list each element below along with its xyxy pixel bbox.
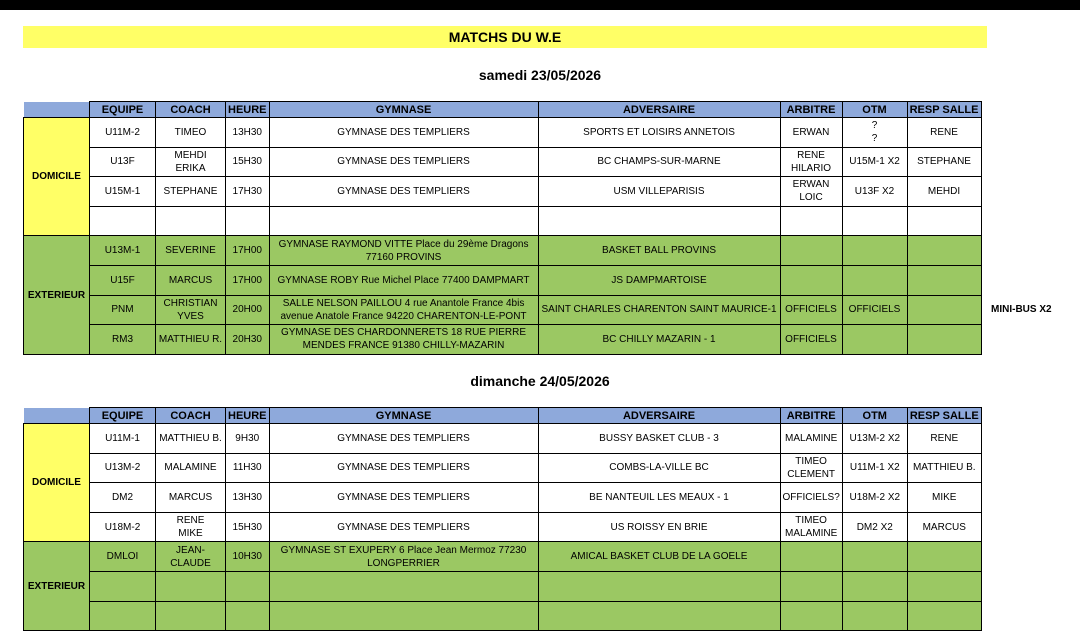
- gymnase-cell: GYMNASE DES TEMPLIERS: [269, 453, 538, 483]
- adversaire-cell: AMICAL BASKET CLUB DE LA GOELE: [538, 542, 780, 572]
- resp-salle-cell: RENE: [907, 118, 981, 148]
- table-row: [24, 453, 982, 483]
- otm-cell: [842, 265, 907, 295]
- resp-salle-cell: MEHDI: [907, 177, 981, 207]
- coach-cell: MALAMINE: [156, 453, 226, 483]
- equipe-cell: PNM: [90, 295, 156, 325]
- gymnase-cell: GYMNASE DES TEMPLIERS: [269, 483, 538, 513]
- domicile-category-label: DOMICILE: [24, 424, 90, 542]
- adversaire-cell: BC CHAMPS-SUR-MARNE: [538, 147, 780, 177]
- adversaire-cell: SPORTS ET LOISIRS ANNETOIS: [538, 118, 780, 148]
- gymnase-cell: GYMNASE ROBY Rue Michel Place 77400 DAMPMART: [269, 265, 538, 295]
- adversaire-cell: BE NANTEUIL LES MEAUX - 1: [538, 483, 780, 513]
- coach-cell: [156, 206, 226, 236]
- coach-cell: MATTHIEU R.: [156, 325, 226, 355]
- gymnase-cell: GYMNASE DES TEMPLIERS: [269, 147, 538, 177]
- otm-cell: U13F X2: [842, 177, 907, 207]
- coach-cell: MATTHIEU B.: [156, 424, 226, 454]
- resp-salle-cell: [907, 325, 981, 355]
- otm-cell: [842, 206, 907, 236]
- resp-salle-cell: [907, 601, 981, 631]
- coach-cell: CHRISTIAN YVES: [156, 295, 226, 325]
- otm-cell: U13M-2 X2: [842, 424, 907, 454]
- resp-salle-cell: [907, 571, 981, 601]
- arbitre-cell: [780, 236, 842, 266]
- heure-cell: 13H30: [226, 483, 270, 513]
- day2-schedule-table: [23, 407, 982, 631]
- equipe-cell: U11M-2: [90, 118, 156, 148]
- equipe-cell: U13M-1: [90, 236, 156, 266]
- gymnase-cell: SALLE NELSON PAILLOU 4 rue Anantole France 4bis avenue Anatole France 94220 CHARENTON-LE-PONT: [269, 295, 538, 325]
- arbitre-cell: ERWAN: [780, 118, 842, 148]
- column-header-resp-salle: RESP SALLE: [907, 408, 981, 424]
- otm-cell: [842, 601, 907, 631]
- arbitre-cell: [780, 601, 842, 631]
- table-row: [24, 118, 982, 148]
- exterieur-category-label: EXTERIEUR: [24, 542, 90, 631]
- coach-cell: [156, 571, 226, 601]
- adversaire-cell: BUSSY BASKET CLUB - 3: [538, 424, 780, 454]
- arbitre-cell: TIMEO CLEMENT: [780, 453, 842, 483]
- column-header-equipe: EQUIPE: [90, 102, 156, 118]
- arbitre-cell: [780, 206, 842, 236]
- heure-cell: 9H30: [226, 424, 270, 454]
- adversaire-cell: [538, 571, 780, 601]
- gymnase-cell: GYMNASE DES TEMPLIERS: [269, 512, 538, 542]
- equipe-cell: U15F: [90, 265, 156, 295]
- header-row: [24, 408, 982, 424]
- resp-salle-cell: [907, 265, 981, 295]
- resp-salle-cell: MIKE: [907, 483, 981, 513]
- arbitre-cell: RENE HILARIO: [780, 147, 842, 177]
- gymnase-cell: [269, 571, 538, 601]
- equipe-cell: RM3: [90, 325, 156, 355]
- heure-cell: 17H30: [226, 177, 270, 207]
- resp-salle-cell: [907, 236, 981, 266]
- otm-cell: OFFICIELS: [842, 295, 907, 325]
- heure-cell: 11H30: [226, 453, 270, 483]
- adversaire-cell: [538, 206, 780, 236]
- coach-cell: MARCUS: [156, 265, 226, 295]
- coach-cell: JEAN-CLAUDE: [156, 542, 226, 572]
- resp-salle-cell: STEPHANE: [907, 147, 981, 177]
- table-row: [24, 483, 982, 513]
- equipe-cell: [90, 601, 156, 631]
- coach-cell: TIMEO: [156, 118, 226, 148]
- table-row: [24, 424, 982, 454]
- arbitre-cell: [780, 542, 842, 572]
- header-row: [24, 102, 982, 118]
- table-row: [24, 512, 982, 542]
- adversaire-cell: BASKET BALL PROVINS: [538, 236, 780, 266]
- otm-cell: U15M-1 X2: [842, 147, 907, 177]
- coach-cell: STEPHANE: [156, 177, 226, 207]
- adversaire-cell: BC CHILLY MAZARIN - 1: [538, 325, 780, 355]
- resp-salle-cell: MATTHIEU B.: [907, 453, 981, 483]
- table-row: [24, 295, 982, 325]
- table-row: [24, 542, 982, 572]
- column-header-heure: HEURE: [226, 102, 270, 118]
- column-header-heure: HEURE: [226, 408, 270, 424]
- heure-cell: 13H30: [226, 118, 270, 148]
- table-row: [24, 206, 982, 236]
- equipe-cell: DMLOI: [90, 542, 156, 572]
- arbitre-cell: ERWAN LOIC: [780, 177, 842, 207]
- table-row: [24, 147, 982, 177]
- gymnase-cell: GYMNASE DES TEMPLIERS: [269, 118, 538, 148]
- heure-cell: 17H00: [226, 236, 270, 266]
- adversaire-cell: COMBS-LA-VILLE BC: [538, 453, 780, 483]
- header-blank: [24, 408, 90, 424]
- header-blank: [24, 102, 90, 118]
- resp-salle-cell: MARCUS: [907, 512, 981, 542]
- table-row: [24, 177, 982, 207]
- heure-cell: 15H30: [226, 147, 270, 177]
- arbitre-cell: MALAMINE: [780, 424, 842, 454]
- resp-salle-cell: [907, 295, 981, 325]
- column-header-coach: COACH: [156, 102, 226, 118]
- table-row: [24, 265, 982, 295]
- column-header-adversaire: ADVERSAIRE: [538, 408, 780, 424]
- adversaire-cell: SAINT CHARLES CHARENTON SAINT MAURICE-1: [538, 295, 780, 325]
- otm-cell: [842, 325, 907, 355]
- table-row: [24, 571, 982, 601]
- equipe-cell: U18M-2: [90, 512, 156, 542]
- resp-salle-cell: RENE: [907, 424, 981, 454]
- exterieur-category-label: EXTERIEUR: [24, 236, 90, 354]
- column-header-gymnase: GYMNASE: [269, 408, 538, 424]
- otm-cell: [842, 542, 907, 572]
- heure-cell: [226, 206, 270, 236]
- arbitre-cell: [780, 265, 842, 295]
- heure-cell: 15H30: [226, 512, 270, 542]
- heure-cell: 20H30: [226, 325, 270, 355]
- adversaire-cell: US ROISSY EN BRIE: [538, 512, 780, 542]
- gymnase-cell: GYMNASE RAYMOND VITTE Place du 29ème Dragons 77160 PROVINS: [269, 236, 538, 266]
- table-row: [24, 236, 982, 266]
- otm-cell: DM2 X2: [842, 512, 907, 542]
- resp-salle-cell: [907, 542, 981, 572]
- arbitre-cell: OFFICIELS?: [780, 483, 842, 513]
- column-header-arbitre: ARBITRE: [780, 408, 842, 424]
- adversaire-cell: JS DAMPMARTOISE: [538, 265, 780, 295]
- equipe-cell: [90, 571, 156, 601]
- table-row: [24, 325, 982, 355]
- coach-cell: MEHDI ERIKA: [156, 147, 226, 177]
- table-row: [24, 601, 982, 631]
- otm-cell: ? ?: [842, 118, 907, 148]
- coach-cell: SEVERINE: [156, 236, 226, 266]
- day1-date: samedi 23/05/2026: [478, 67, 602, 83]
- coach-cell: MARCUS: [156, 483, 226, 513]
- equipe-cell: DM2: [90, 483, 156, 513]
- resp-salle-cell: [907, 206, 981, 236]
- coach-cell: RENE MIKE: [156, 512, 226, 542]
- column-header-arbitre: ARBITRE: [780, 102, 842, 118]
- otm-cell: [842, 571, 907, 601]
- heure-cell: [226, 601, 270, 631]
- equipe-cell: [90, 206, 156, 236]
- page-title: MATCHS DU W.E: [23, 26, 987, 48]
- column-header-gymnase: GYMNASE: [269, 102, 538, 118]
- equipe-cell: U15M-1: [90, 177, 156, 207]
- gymnase-cell: GYMNASE ST EXUPERY 6 Place Jean Mermoz 77230 LONGPERRIER: [269, 542, 538, 572]
- equipe-cell: U13M-2: [90, 453, 156, 483]
- minibus-note: MINI-BUS X2: [991, 304, 1052, 315]
- arbitre-cell: [780, 571, 842, 601]
- gymnase-cell: [269, 601, 538, 631]
- equipe-cell: U13F: [90, 147, 156, 177]
- arbitre-cell: OFFICIELS: [780, 295, 842, 325]
- adversaire-cell: USM VILLEPARISIS: [538, 177, 780, 207]
- heure-cell: 20H00: [226, 295, 270, 325]
- arbitre-cell: TIMEO MALAMINE: [780, 512, 842, 542]
- arbitre-cell: OFFICIELS: [780, 325, 842, 355]
- heure-cell: [226, 571, 270, 601]
- heure-cell: 10H30: [226, 542, 270, 572]
- column-header-resp-salle: RESP SALLE: [907, 102, 981, 118]
- day2-date: dimanche 24/05/2026: [470, 373, 610, 389]
- equipe-cell: U11M-1: [90, 424, 156, 454]
- otm-cell: U18M-2 X2: [842, 483, 907, 513]
- adversaire-cell: [538, 601, 780, 631]
- column-header-otm: OTM: [842, 408, 907, 424]
- column-header-coach: COACH: [156, 408, 226, 424]
- otm-cell: U11M-1 X2: [842, 453, 907, 483]
- heure-cell: 17H00: [226, 265, 270, 295]
- gymnase-cell: GYMNASE DES CHARDONNERETS 18 RUE PIERRE MENDES FRANCE 91380 CHILLY-MAZARIN: [269, 325, 538, 355]
- day1-schedule-table: [23, 101, 982, 355]
- coach-cell: [156, 601, 226, 631]
- gymnase-cell: GYMNASE DES TEMPLIERS: [269, 177, 538, 207]
- domicile-category-label: DOMICILE: [24, 118, 90, 236]
- gymnase-cell: GYMNASE DES TEMPLIERS: [269, 424, 538, 454]
- column-header-equipe: EQUIPE: [90, 408, 156, 424]
- gymnase-cell: [269, 206, 538, 236]
- top-bar: [0, 0, 1080, 10]
- column-header-adversaire: ADVERSAIRE: [538, 102, 780, 118]
- otm-cell: [842, 236, 907, 266]
- column-header-otm: OTM: [842, 102, 907, 118]
